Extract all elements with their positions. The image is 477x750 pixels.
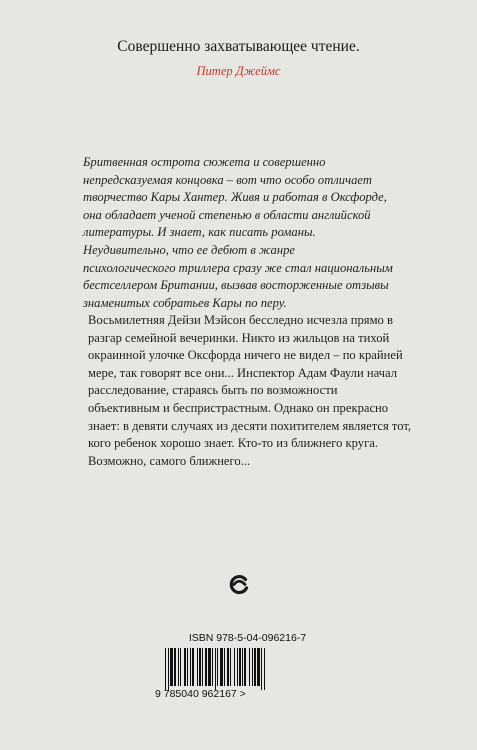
- description-line: окраинной улочке Оксфорда ничего не видел – по крайней: [88, 348, 403, 363]
- barcode-bar: [224, 648, 225, 686]
- blurb-line: непредсказуемая концовка – вот что особо отличает: [83, 172, 372, 187]
- barcode-bar: [264, 648, 265, 690]
- barcode-bar: [242, 648, 243, 686]
- barcode-bar: [237, 648, 238, 686]
- barcode-bar: [190, 648, 191, 686]
- barcode-bar: [234, 648, 235, 686]
- barcode-bar: [165, 648, 166, 690]
- description-line: Возможно, самого ближнего...: [88, 453, 251, 468]
- description-line: мере, так говорят все они... Инспектор Адам Фаули начал: [88, 365, 397, 380]
- barcode-bar: [244, 648, 246, 686]
- barcode-bar: [215, 648, 216, 690]
- barcode-bar: [168, 648, 169, 690]
- barcode-block: [155, 632, 330, 707]
- barcode-bar: [170, 648, 173, 686]
- blurb-line: литературы. И знает, как писать романы.: [83, 225, 316, 240]
- blurb-line: Бритвенная острота сюжета и совершенно: [83, 155, 326, 169]
- barcode-bar: [199, 648, 201, 686]
- barcode: [155, 646, 330, 690]
- barcode-bar: [174, 648, 176, 686]
- barcode-bar: [239, 648, 241, 686]
- eksmo-logo-icon: [228, 573, 250, 595]
- barcode-bar: [197, 648, 198, 686]
- barcode-bar: [212, 648, 213, 686]
- quote-author: Питер Джеймс: [196, 64, 281, 78]
- description-line: Восьмилетняя Дейзи Мэйсон бесследно исчезла прямо в: [88, 313, 393, 327]
- barcode-bar: [261, 648, 262, 690]
- barcode-bar: [230, 648, 231, 686]
- barcode-bar: [178, 648, 179, 686]
- barcode-bar: [184, 648, 186, 686]
- barcode-bar: [227, 648, 229, 686]
- barcode-bar: [257, 648, 260, 686]
- description-line: объективным и беспристрастным. Однако он прекрасно: [88, 400, 389, 415]
- blurb-line: бестселлером Британии, вызвав восторженные отзывы: [83, 278, 389, 293]
- isbn-label: ISBN 978-5-04-096216-7: [188, 632, 307, 644]
- author-blurb: [83, 154, 403, 312]
- description-line: знает: в девяти случаях из десяти похитителем является тот,: [88, 418, 412, 433]
- barcode-bar: [217, 648, 218, 686]
- description-line: кого ребенок хорошо знает. Кто-то из ближнего круга.: [88, 436, 378, 451]
- barcode-bar: [252, 648, 253, 686]
- blurb-line: творчество Кары Хантер. Живя и работая в Оксфорде,: [83, 190, 387, 205]
- barcode-bar: [202, 648, 203, 686]
- barcode-digits: 9 785040 962167 >: [155, 688, 246, 700]
- barcode-bar: [249, 648, 250, 686]
- blurb-line: психологического триллера сразу же стал национальным: [83, 260, 393, 275]
- blurb-line: знаменитых собратьев Кары по перу.: [83, 295, 287, 310]
- description-line: разгар семейной вечеринки. Никто из жильцов на тихой: [88, 330, 390, 345]
- barcode-bar: [187, 648, 188, 686]
- barcode-bar: [220, 648, 223, 686]
- barcode-bar: [180, 648, 181, 686]
- review-quote: Совершенно захватывающее чтение.: [117, 38, 360, 55]
- blurb-line: она обладает ученой степенью в области английской: [83, 207, 371, 222]
- barcode-bar: [205, 648, 207, 686]
- blurb-line: Неудивительно, что ее дебют в жанре: [83, 242, 295, 257]
- book-description: [88, 312, 412, 470]
- barcode-bar: [254, 648, 256, 686]
- description-line: расследование, стараясь быть по возможности: [88, 383, 338, 398]
- barcode-bar: [192, 648, 194, 686]
- barcode-bar: [208, 648, 211, 686]
